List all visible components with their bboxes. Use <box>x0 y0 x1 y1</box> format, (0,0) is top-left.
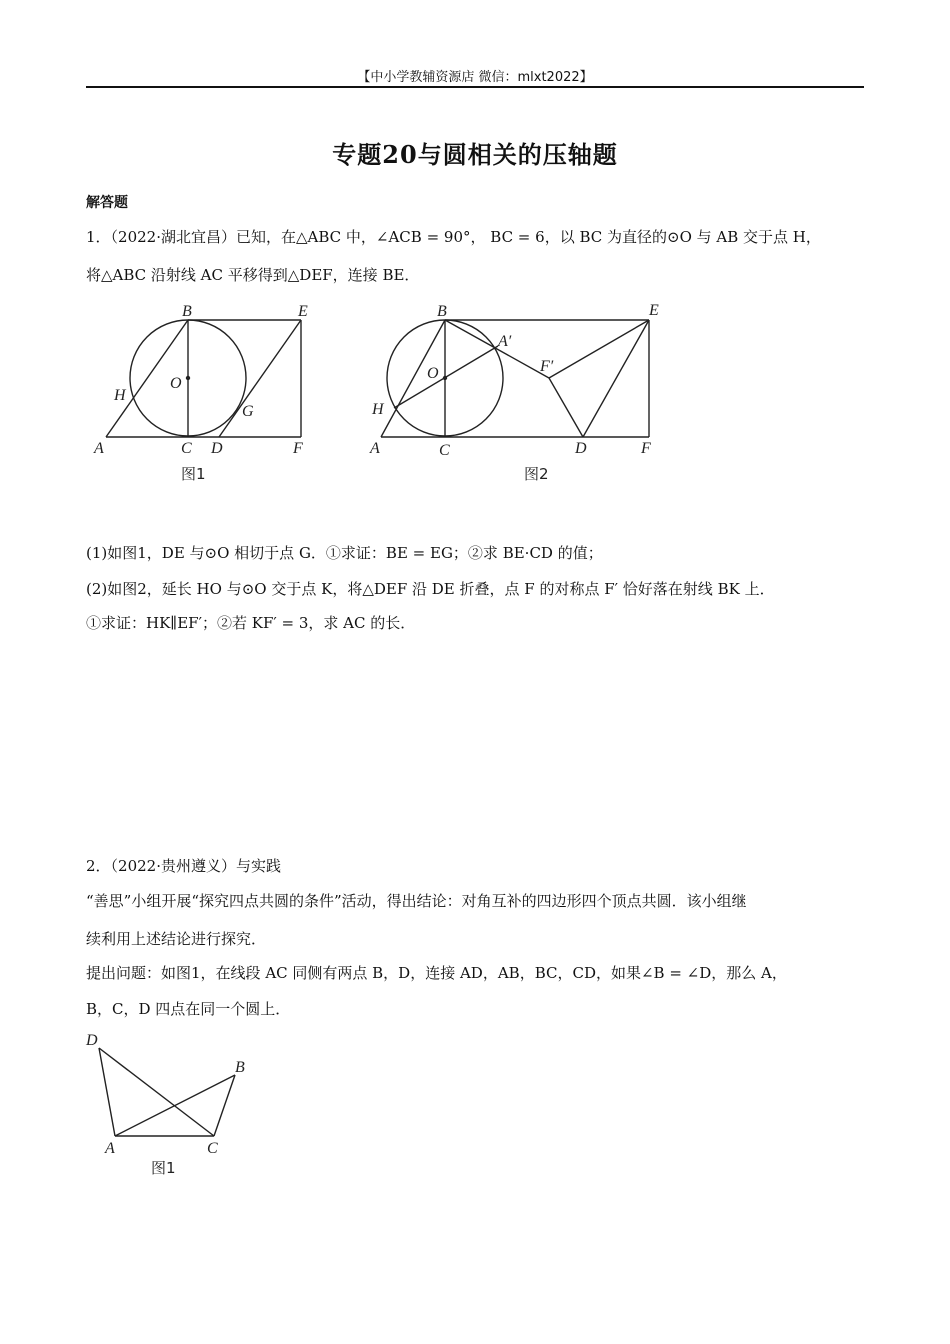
figure-1 <box>86 296 326 486</box>
fig1-label-O: O <box>170 375 182 392</box>
fig2-label-C: C <box>439 442 450 459</box>
page-title: 专题20与圆相关的压轴题 <box>332 140 618 169</box>
figure-2-svg <box>364 296 684 486</box>
q2-line5: B，C，D 四点在同一个圆上． <box>86 1000 291 1018</box>
fig3-label-D: D <box>86 1032 98 1049</box>
header-rule <box>86 86 864 88</box>
fig1-caption: 图1 <box>181 465 206 483</box>
q2-line2: “善思”小组开展“探究四点共圆的条件”活动，得出结论：对角互补的四边形四个顶点共圆．该小组继 <box>86 892 747 910</box>
fig2-label-E: E <box>649 302 659 319</box>
fig2-line-BF2 <box>445 320 549 378</box>
page-header: 【中小学教辅资源店 微信：mlxt2022】 <box>357 70 593 85</box>
fig2-center-dot <box>443 376 447 380</box>
figure-3-svg <box>86 1028 266 1188</box>
q2-line4: 提出问题：如图1，在线段 AC 同侧有两点 B，D，连接 AD，AB，BC，CD，如果∠B = ∠D，那么 A， <box>86 964 787 982</box>
fig1-label-B: B <box>182 303 192 320</box>
fig2-caption: 图2 <box>524 465 549 483</box>
fig2-label-O: O <box>427 365 439 382</box>
fig2-label-F-prime: F′ <box>540 358 554 375</box>
q1-line1: 1．（2022·湖北宜昌）已知，在△ABC 中，∠ACB = 90°， BC = 6，以 BC 为直径的⊙O 与 AB 交于点 H， <box>86 228 821 246</box>
fig1-line-DE <box>219 320 301 437</box>
fig1-center-dot <box>186 376 190 380</box>
fig3-caption: 图1 <box>151 1159 176 1177</box>
q1-part3: ①求证：HK∥EF′；②若 KF′ = 3，求 AC 的长． <box>86 614 416 632</box>
fig1-label-H: H <box>114 387 126 404</box>
q2-line1: 2．（2022·贵州遵义）与实践 <box>86 857 281 875</box>
fig3-label-A: A <box>105 1140 115 1157</box>
fig1-label-D: D <box>211 440 223 457</box>
q1-part2: (2)如图2，延长 HO 与⊙O 交于点 K，将△DEF 沿 DE 折叠，点 F 的对称点 F′ 恰好落在射线 BK 上． <box>86 580 775 598</box>
fig3-line-CD <box>99 1048 214 1136</box>
fig3-label-B: B <box>235 1059 245 1076</box>
fig1-label-F: F <box>293 440 303 457</box>
fig2-label-A-prime: A′ <box>498 333 512 350</box>
fig3-label-C: C <box>207 1140 218 1157</box>
fig2-line-DF2 <box>549 378 583 437</box>
fig1-label-E: E <box>298 303 308 320</box>
q1-part1: (1)如图1，DE 与⊙O 相切于点 G．①求证：BE = EG；②求 BE·CD 的值； <box>86 544 603 562</box>
q1-line2: 将△ABC 沿射线 AC 平移得到△DEF，连接 BE． <box>86 266 420 284</box>
fig1-label-A: A <box>94 440 104 457</box>
q2-line3: 续利用上述结论进行探究． <box>86 930 267 948</box>
fig2-line-EF2 <box>549 320 649 378</box>
fig2-label-H: H <box>372 401 384 418</box>
figure-2 <box>364 296 684 486</box>
fig2-label-B: B <box>437 303 447 320</box>
fig1-label-G: G <box>242 403 254 420</box>
figure-3 <box>86 1028 266 1188</box>
fig2-label-D: D <box>575 440 587 457</box>
fig2-label-F: F <box>641 440 651 457</box>
section-heading: 解答题 <box>86 195 128 211</box>
fig1-label-C: C <box>181 440 192 457</box>
fig3-line-AD <box>99 1048 115 1136</box>
fig2-line-DE <box>583 320 649 437</box>
fig2-label-A: A <box>370 440 380 457</box>
figure-1-svg <box>86 296 326 486</box>
